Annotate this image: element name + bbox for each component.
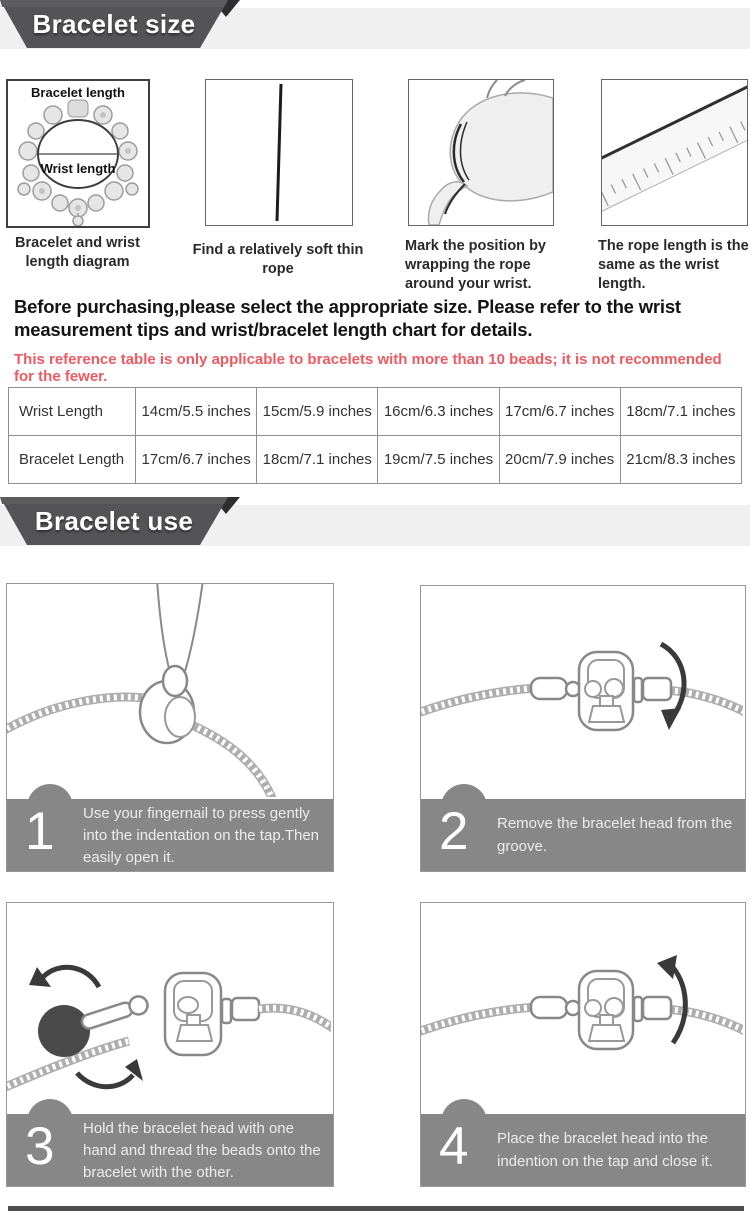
figure-ruler xyxy=(601,79,748,226)
remove-head-illustration-icon xyxy=(421,586,743,797)
row-label: Wrist Length xyxy=(9,388,136,436)
charm-bracelet-diagram-icon xyxy=(8,81,148,226)
step-caption-bar xyxy=(421,1114,745,1186)
figure-thin-rope xyxy=(205,79,353,226)
step-number: 4 xyxy=(439,1117,469,1176)
section-title: Bracelet size xyxy=(32,9,196,39)
cell: 18cm/7.1 inches xyxy=(257,436,378,484)
cell: 21cm/8.3 inches xyxy=(620,436,741,484)
step-caption-bar xyxy=(7,799,333,871)
bracelet-length-label: Bracelet length xyxy=(31,85,125,100)
ruler-icon xyxy=(602,80,747,225)
cell: 15cm/5.9 inches xyxy=(257,388,378,436)
use-step-panel-2 xyxy=(420,585,746,872)
step-number: 3 xyxy=(25,1117,55,1176)
section-header-bracelet-size xyxy=(0,0,750,52)
figure-caption: Find a relatively soft thin rope xyxy=(192,242,364,277)
figure-wrap-wrist xyxy=(408,79,554,226)
size-table xyxy=(8,387,742,484)
figure-bracelet-diagram xyxy=(6,79,150,228)
next-section-divider xyxy=(8,1206,744,1211)
use-step-panel-3 xyxy=(6,902,334,1187)
cell: 19cm/7.5 inches xyxy=(378,436,499,484)
table-row xyxy=(9,436,742,484)
cell: 17cm/6.7 inches xyxy=(136,436,257,484)
cell: 18cm/7.1 inches xyxy=(620,388,741,436)
step-text: Hold the bracelet head with one hand and thread the beads onto the bracelet with the other. xyxy=(83,1120,321,1181)
step-text: Use your fingernail to press gently into the indentation on the tap.Then easily open it. xyxy=(83,805,320,866)
intro-text: Before purchasing,please select the appropriate size. Please refer to the wrist measurement tips and wrist/bracelet length chart for details. xyxy=(14,296,681,340)
cell: 20cm/7.9 inches xyxy=(499,436,620,484)
figure-caption: Mark the position by wrapping the rope around your wrist. xyxy=(405,238,546,292)
cell: 14cm/5.5 inches xyxy=(136,388,257,436)
section-title: Bracelet use xyxy=(34,506,194,536)
thin-rope-icon xyxy=(206,80,352,225)
warning-text: This reference table is only applicable to bracelets with more than 10 beads; it is not recommended for the fewer. xyxy=(14,351,722,385)
table-row xyxy=(9,388,742,436)
step-caption-bar xyxy=(421,799,745,871)
section-header-bracelet-use xyxy=(0,497,750,549)
step-text: Remove the bracelet head from the groove. xyxy=(497,815,733,856)
press-clasp-illustration-icon xyxy=(7,584,331,797)
thread-beads-illustration-icon xyxy=(7,903,331,1112)
cell: 16cm/6.3 inches xyxy=(378,388,499,436)
use-step-panel-1 xyxy=(6,583,334,872)
use-step-panel-4 xyxy=(420,902,746,1187)
step-caption-bar xyxy=(7,1114,333,1186)
wrap-rope-around-wrist-icon xyxy=(409,80,553,225)
step-number: 2 xyxy=(439,802,469,861)
wrist-length-label: Wrist length xyxy=(40,161,116,176)
close-head-illustration-icon xyxy=(421,903,743,1112)
cell: 17cm/6.7 inches xyxy=(499,388,620,436)
step-text: Place the bracelet head into the indention on the tap and close it. xyxy=(497,1130,713,1171)
step-number: 1 xyxy=(25,802,55,861)
figure-caption: Bracelet and wrist length diagram xyxy=(15,235,140,270)
row-label: Bracelet Length xyxy=(9,436,136,484)
figure-caption: The rope length is the same as the wrist length. xyxy=(598,238,749,292)
